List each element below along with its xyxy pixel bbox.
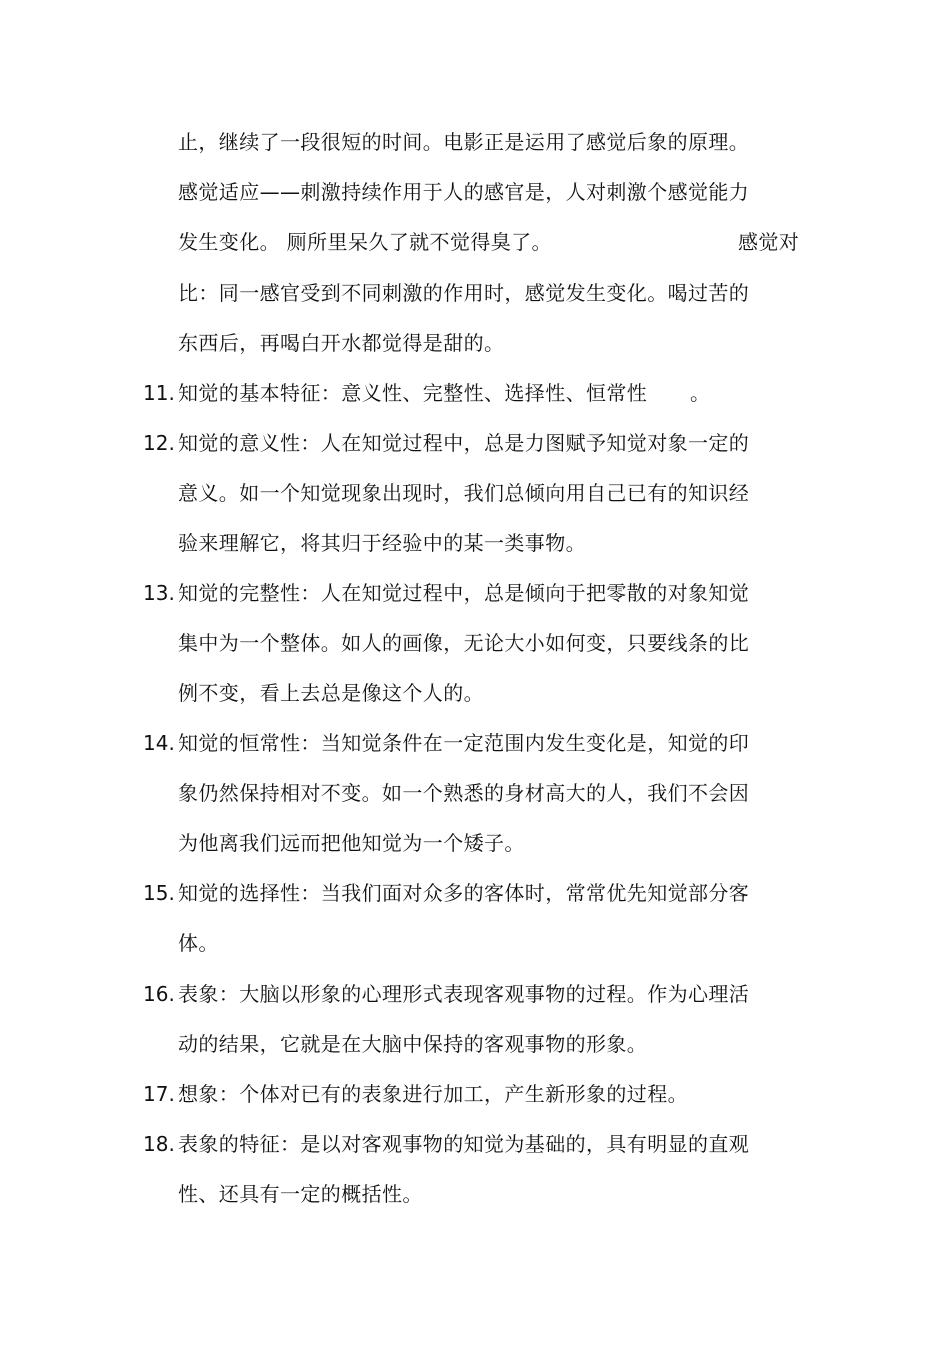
item-number: 18. bbox=[143, 1132, 175, 1156]
item-number: 12. bbox=[143, 431, 175, 455]
item-text: 表象的特征：是以对客观事物的知觉为基础的，具有明显的直观 bbox=[178, 1132, 750, 1156]
item-text: 象仍然保持相对不变。如一个熟悉的身材高大的人，我们不会因 bbox=[178, 781, 750, 805]
item-text: 集中为一个整体。如人的画像，无论大小如何变，只要线条的比 bbox=[178, 631, 750, 655]
item-text: 知觉的恒常性：当知觉条件在一定范围内发生变化是，知觉的印 bbox=[178, 731, 750, 755]
item-text: 意义。如一个知觉现象出现时，我们总倾向用自己已有的知识经 bbox=[178, 481, 750, 505]
item-text: 知觉的选择性：当我们面对众多的客体时，常常优先知觉部分客 bbox=[178, 881, 750, 905]
item-text: 例不变，看上去总是像这个人的。 bbox=[178, 681, 484, 705]
item-text: 想象：个体对已有的表象进行加工，产生新形象的过程。 bbox=[178, 1082, 688, 1106]
item-number: 15. bbox=[143, 881, 175, 905]
text-line: 止，继续了一段很短的时间。电影正是运用了感觉后象的原理。 bbox=[178, 130, 750, 154]
item-number: 17. bbox=[143, 1082, 175, 1106]
item-text: 性、还具有一定的概括性。 bbox=[178, 1182, 423, 1206]
item-number: 14. bbox=[143, 731, 175, 755]
item-number: 11. bbox=[143, 381, 175, 405]
text-line: 发生变化。 厕所里呆久了就不觉得臭了。 bbox=[178, 230, 552, 254]
item-number: 13. bbox=[143, 581, 175, 605]
item-text: 体。 bbox=[178, 931, 219, 955]
text-line: 东西后，再喝白开水都觉得是甜的。 bbox=[178, 331, 505, 355]
item-text: 知觉的基本特征：意义性、完整性、选择性、恒常性 bbox=[178, 381, 648, 405]
item-text: 知觉的意义性：人在知觉过程中，总是力图赋予知觉对象一定的 bbox=[178, 431, 750, 455]
text-line: 感觉对 bbox=[738, 230, 800, 254]
item-text: 验来理解它，将其归于经验中的某一类事物。 bbox=[178, 531, 586, 555]
item-number: 16. bbox=[143, 982, 175, 1006]
text-line: 比：同一感官受到不同刺激的作用时，感觉发生变化。喝过苦的 bbox=[178, 281, 750, 305]
item-text: 。 bbox=[690, 381, 711, 405]
item-text: 为他离我们远而把他知觉为一个矮子。 bbox=[178, 831, 525, 855]
item-text: 表象：大脑以形象的心理形式表现客观事物的过程。作为心理活 bbox=[178, 982, 750, 1006]
item-text: 知觉的完整性：人在知觉过程中，总是倾向于把零散的对象知觉 bbox=[178, 581, 750, 605]
text-line: 感觉适应——刺激持续作用于人的感官是，人对刺激个感觉能力 bbox=[178, 180, 750, 204]
item-text: 动的结果，它就是在大脑中保持的客观事物的形象。 bbox=[178, 1032, 648, 1056]
